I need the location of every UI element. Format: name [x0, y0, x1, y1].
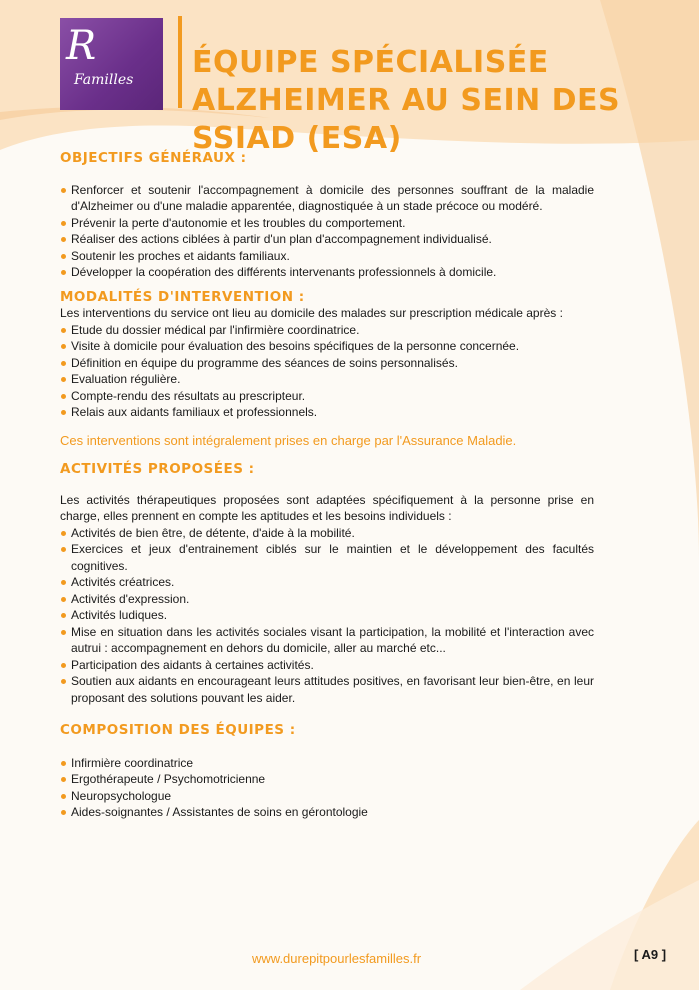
list-item: Renforcer et soutenir l'accompagnement à domicile des personnes souffrant de la maladie d'Alzheimer ou d'une maladie apparentée, diagnostiquée à un stade précoce ou modéré.: [60, 182, 594, 215]
list-item: Exercices et jeux d'entrainement ciblés sur le maintien et le développement des facultés cognitives.: [60, 541, 594, 574]
page-number: [ A9 ]: [634, 947, 667, 962]
page-title: ÉQUIPE SPÉCIALISÉE ALZHEIMER AU SEIN DES SSIAD (ESA): [192, 45, 621, 157]
list-item: Réaliser des actions ciblées à partir d'un plan d'accompagnement individualisé.: [60, 231, 594, 248]
list-item: Visite à domicile pour évaluation des besoins spécifiques de la personne concernée.: [60, 338, 594, 355]
main-content: [60, 150, 594, 821]
modalites-list: [60, 322, 594, 421]
list-item: Développer la coopération des différents intervenants professionnels à domicile.: [60, 264, 594, 281]
list-item: Activités de bien être, de détente, d'aide à la mobilité.: [60, 525, 594, 542]
list-item: Définition en équipe du programme des séances de soins personnalisés.: [60, 355, 594, 372]
logo-text: Familles: [74, 72, 134, 88]
composition-list: [60, 755, 594, 821]
list-item: Participation des aidants à certaines activités.: [60, 657, 594, 674]
list-item: Activités créatrices.: [60, 574, 594, 591]
activites-list: [60, 525, 594, 707]
title-rule: [178, 16, 182, 108]
list-item: Soutien aux aidants en encourageant leurs attitudes positives, en favorisant leur bien-être, en leur proposant des solutions pouvant les aider.: [60, 673, 594, 706]
activites-intro: Les activités thérapeutiques proposées sont adaptées spécifiquement à la personne prise en charge, elles prennent en compte les aptitudes et les besoins individuels :: [60, 492, 594, 523]
list-item: Compte-rendu des résultats au prescripteur.: [60, 388, 594, 405]
footer-website-link[interactable]: www.durepitpourlesfamilles.fr: [252, 951, 422, 966]
list-item: Infirmière coordinatrice: [60, 755, 594, 772]
list-item: Evaluation régulière.: [60, 371, 594, 388]
list-item: Etude du dossier médical par l'infirmière coordinatrice.: [60, 322, 594, 339]
objectifs-list: [60, 182, 594, 281]
list-item: Relais aux aidants familiaux et professionnels.: [60, 404, 594, 421]
composition-heading: COMPOSITION DES ÉQUIPES :: [60, 722, 296, 738]
list-item: Soutenir les proches et aidants familiaux.: [60, 248, 594, 265]
logo: [60, 18, 163, 110]
modalites-intro: Les interventions du service ont lieu au domicile des malades sur prescription médicale après :: [60, 306, 563, 320]
modalites-heading: MODALITÉS D'INTERVENTION :: [60, 288, 305, 305]
list-item: Mise en situation dans les activités sociales visant la participation, la mobilité et l'interaction avec autrui : accompagnement en dehors du domicile, aller au marché etc...: [60, 624, 594, 657]
list-item: Activités d'expression.: [60, 591, 594, 608]
list-item: Activités ludiques.: [60, 607, 594, 624]
list-item: Ergothérapeute / Psychomotricienne: [60, 771, 594, 788]
list-item: Neuropsychologue: [60, 788, 594, 805]
coverage-note: Ces interventions sont intégralement prises en charge par l'Assurance Maladie.: [60, 432, 517, 448]
logo-initial: R: [66, 23, 97, 69]
list-item: Prévenir la perte d'autonomie et les troubles du comportement.: [60, 215, 594, 232]
list-item: Aides-soignantes / Assistantes de soins en gérontologie: [60, 804, 594, 821]
objectifs-heading: OBJECTIFS GÉNÉRAUX :: [60, 150, 247, 166]
activites-heading: ACTIVITÉS PROPOSÉES :: [60, 461, 255, 477]
